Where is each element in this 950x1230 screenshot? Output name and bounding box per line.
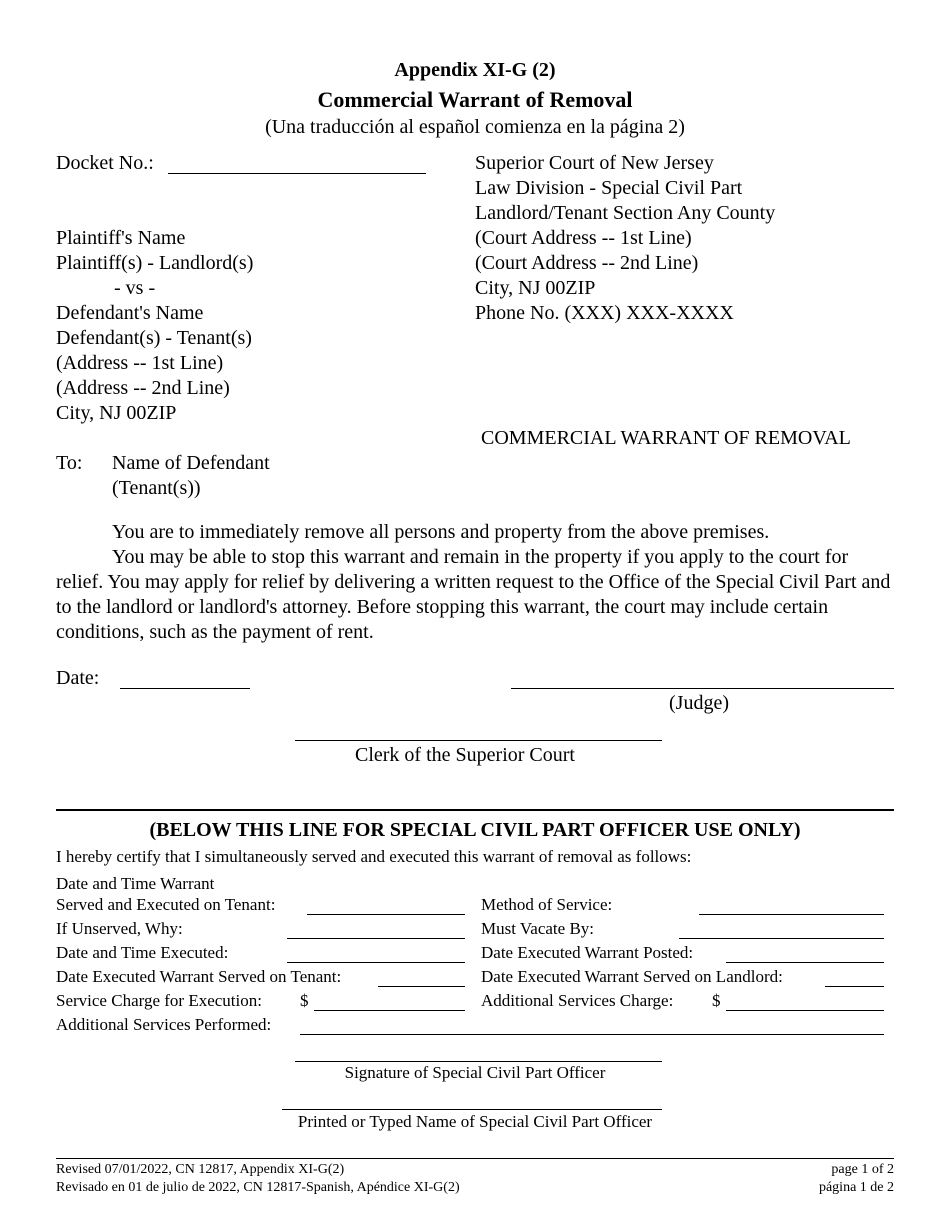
defendant-address-line1: (Address -- 1st Line) — [56, 352, 224, 374]
service-charge-label: Service Charge for Execution: — [56, 991, 262, 1010]
service-charge-field[interactable] — [314, 992, 465, 1011]
body-paragraph-2: You may be able to stop this warrant and remain in the property if you apply to the court for relief. You may apply for relief by delivering a written request to the Office of the Special Civil Part and to the landlord or landlord's attorney. Before stopping this warrant, the court may include certain conditions, such as the payment of rent. — [56, 546, 891, 643]
additional-performed-label: Additional Services Performed: — [56, 1015, 272, 1034]
served-on-tenant-label: Date Executed Warrant Served on Tenant: — [56, 967, 342, 986]
judge-label: (Judge) — [669, 692, 729, 714]
method-of-service-label: Method of Service: — [481, 895, 613, 914]
defendant-name: Defendant's Name — [56, 302, 204, 324]
served-executed-field[interactable] — [307, 896, 465, 915]
versus-label: - vs - — [114, 277, 156, 299]
court-name: Superior Court of New Jersey — [475, 152, 714, 174]
date-time-executed-label: Date and Time Executed: — [56, 943, 229, 962]
method-of-service-field[interactable] — [699, 896, 884, 915]
docket-label: Docket No.: — [56, 152, 154, 174]
clerk-label: Clerk of the Superior Court — [355, 744, 575, 766]
additional-charge-label: Additional Services Charge: — [481, 991, 674, 1010]
clerk-signature-field[interactable] — [295, 722, 662, 741]
date-time-executed-field[interactable] — [287, 944, 465, 963]
additional-performed-field[interactable] — [300, 1016, 884, 1035]
officer-signature-field[interactable] — [295, 1043, 662, 1062]
court-section: Landlord/Tenant Section Any County — [475, 202, 776, 224]
officer-section-divider — [56, 809, 894, 811]
warrant-caption: COMMERCIAL WARRANT OF REMOVAL — [481, 427, 851, 449]
served-executed-label: Served and Executed on Tenant: — [56, 895, 276, 914]
court-division: Law Division - Special Civil Part — [475, 177, 743, 199]
officer-printed-name-field[interactable] — [282, 1091, 662, 1110]
footer-revised: Revised 07/01/2022, CN 12817, Appendix XI-G(2) — [56, 1162, 345, 1177]
to-label: To: — [56, 452, 83, 474]
service-charge-dollar-sign: $ — [300, 991, 309, 1010]
date-posted-label: Date Executed Warrant Posted: — [481, 943, 694, 962]
footer-pagina-number: página 1 de 2 — [818, 1180, 894, 1195]
to-defendant-tenant: (Tenant(s)) — [112, 477, 201, 499]
footer-revisado: Revisado en 01 de julio de 2022, CN 12817-Spanish, Apéndice XI-G(2) — [56, 1180, 460, 1195]
officer-signature-label: Signature of Special Civil Part Officer — [344, 1063, 606, 1082]
docket-number-field[interactable] — [168, 155, 426, 174]
body-paragraph-1: You are to immediately remove all persons and property from the above premises. — [112, 521, 770, 543]
served-on-landlord-field[interactable] — [825, 968, 884, 987]
court-address-line2: (Court Address -- 2nd Line) — [475, 252, 699, 274]
officer-section-heading: (BELOW THIS LINE FOR SPECIAL CIVIL PART OFFICER USE ONLY) — [149, 819, 801, 841]
judge-signature-field[interactable] — [511, 670, 894, 689]
served-on-landlord-label: Date Executed Warrant Served on Landlord: — [481, 967, 783, 986]
spanish-translation-note: (Una traducción al español comienza en la página 2) — [265, 116, 685, 138]
footer-page-number: page 1 of 2 — [831, 1162, 894, 1177]
if-unserved-field[interactable] — [287, 920, 465, 939]
date-field[interactable] — [120, 670, 250, 689]
additional-charge-field[interactable] — [726, 992, 884, 1011]
court-city: City, NJ 00ZIP — [475, 277, 596, 299]
to-defendant-name: Name of Defendant — [112, 452, 270, 474]
must-vacate-field[interactable] — [679, 920, 884, 939]
must-vacate-label: Must Vacate By: — [481, 919, 595, 938]
if-unserved-label: If Unserved, Why: — [56, 919, 183, 938]
court-phone: Phone No. (XXX) XXX-XXXX — [475, 302, 734, 324]
warrant-body — [56, 520, 896, 645]
date-time-warrant-label: Date and Time Warrant — [56, 874, 215, 893]
additional-charge-dollar-sign: $ — [712, 991, 721, 1010]
court-address-line1: (Court Address -- 1st Line) — [475, 227, 692, 249]
defendant-city: City, NJ 00ZIP — [56, 402, 177, 424]
defendant-role: Defendant(s) - Tenant(s) — [56, 327, 252, 349]
officer-printed-name-label: Printed or Typed Name of Special Civil Part Officer — [297, 1112, 653, 1131]
document-title: Commercial Warrant of Removal — [317, 87, 633, 112]
defendant-address-line2: (Address -- 2nd Line) — [56, 377, 230, 399]
date-label: Date: — [56, 667, 100, 689]
date-posted-field[interactable] — [726, 944, 884, 963]
certification-statement: I hereby certify that I simultaneously served and executed this warrant of removal as follows: — [56, 847, 692, 866]
served-on-tenant-field[interactable] — [378, 968, 465, 987]
footer-divider — [56, 1158, 894, 1159]
plaintiff-role: Plaintiff(s) - Landlord(s) — [56, 252, 254, 274]
appendix-title: Appendix XI-G (2) — [394, 59, 556, 81]
plaintiff-name: Plaintiff's Name — [56, 227, 186, 249]
